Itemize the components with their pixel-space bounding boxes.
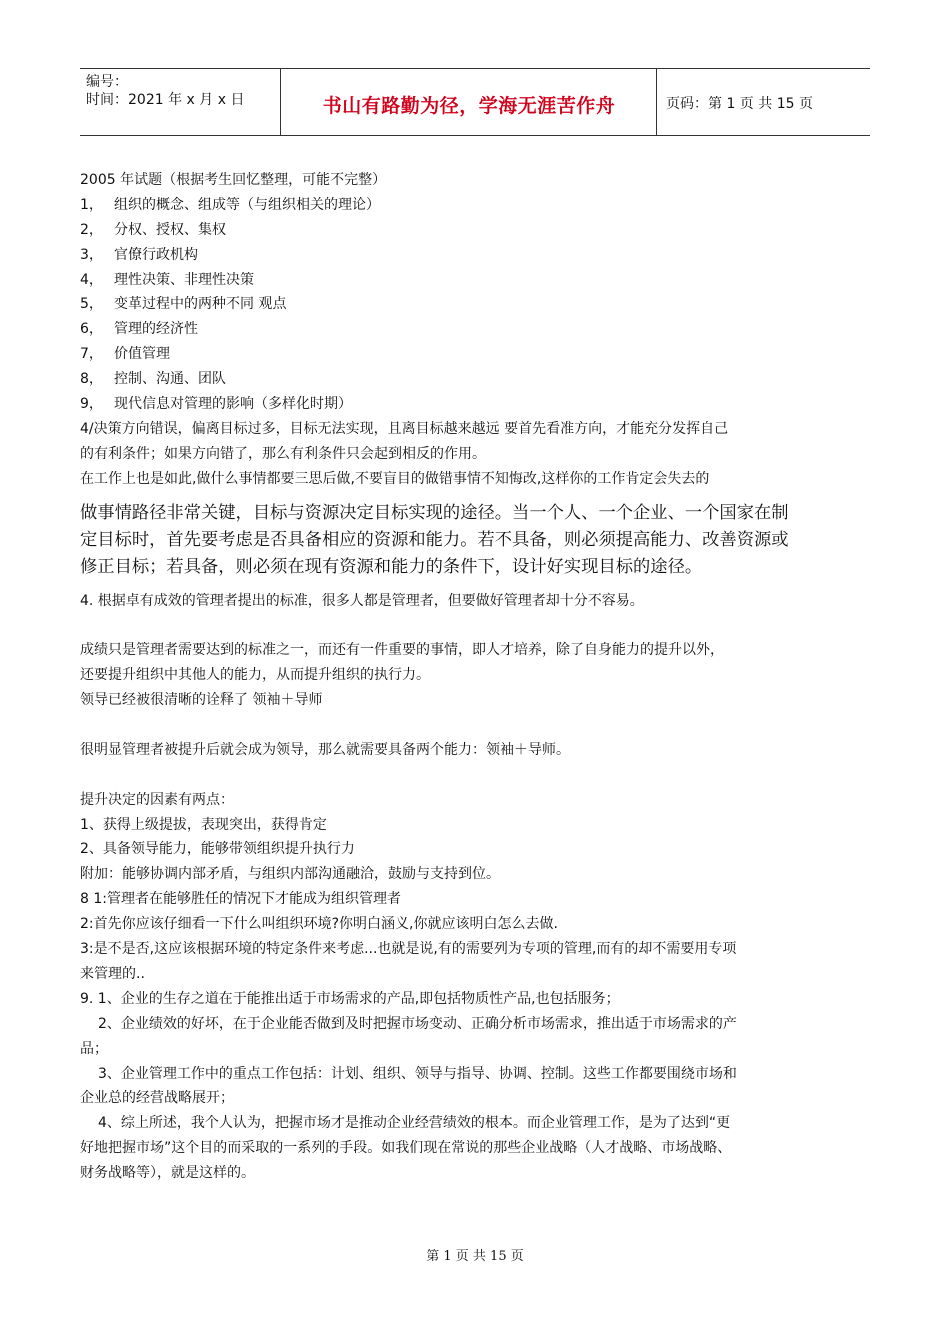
spacer <box>80 763 870 788</box>
header-number: 编号： <box>86 74 128 90</box>
list-item: 7， 价值管理 <box>80 346 170 363</box>
header-divider <box>280 69 281 135</box>
page-footer: 第 1 页 共 15 页 <box>426 1249 524 1264</box>
paragraph-line: 领导已经被很清晰的诠释了 领袖＋导师 <box>80 692 323 709</box>
list-item: 8， 控制、沟通、团队 <box>80 371 226 388</box>
emphasis-line: 做事情路径非常关键，目标与资源决定目标实现的途径。当一个人、一个企业、一个国家在制 <box>80 502 789 523</box>
document-body <box>80 168 870 1186</box>
paragraph-line: 3:是不是否,这应该根据环境的特定条件来考虑...也就是说,有的需要列为专项的管理,而有的却不需要用专项 <box>80 941 737 958</box>
spacer <box>80 713 870 738</box>
spacer <box>80 613 870 638</box>
paragraph-line: 来管理的.. <box>80 965 145 982</box>
header-divider <box>656 69 657 135</box>
paragraph-line: 的有利条件；如果方向错了，那么有利条件只会起到相反的作用。 <box>80 445 486 462</box>
paragraph-line: 提升决定的因素有两点： <box>80 791 234 808</box>
list-item: 5， 变革过程中的两种不同 观点 <box>80 296 287 313</box>
paragraph-line: 2、企业绩效的好坏，在于企业能否做到及时把握市场变动、正确分析市场需求，推出适于市场需求的产 <box>98 1015 737 1032</box>
paragraph-line: 还要提升组织中其他人的能力，从而提升组织的执行力。 <box>80 667 430 684</box>
page-header <box>80 68 870 136</box>
emphasis-line: 定目标时，首先要考虑是否具备相应的资源和能力。若不具备，则必须提高能力、改善资源或 <box>80 529 789 550</box>
list-item: 3， 官僚行政机构 <box>80 246 198 263</box>
paragraph-line: 企业总的经营战略展开； <box>80 1090 234 1107</box>
paragraph-line: 9. 1、企业的生存之道在于能推出适于市场需求的产品,即包括物质性产品,也包括服务； <box>80 990 620 1007</box>
paragraph-line: 品； <box>80 1040 108 1057</box>
paragraph-line: 在工作上也是如此,做什么事情都要三思后做,不要盲目的做错事情不知悔改,这样你的工作肯定会失去的 <box>80 470 710 487</box>
question-4: 4. 根据卓有成效的管理者提出的标准，很多人都是管理者，但要做好管理者却十分不容易。 <box>80 592 644 609</box>
emphasis-line: 修正目标；若具备，则必须在现有资源和能力的条件下，设计好实现目标的途径。 <box>80 556 703 577</box>
list-item: 9， 现代信息对管理的影响（多样化时期） <box>80 396 352 413</box>
paragraph-line: 成绩只是管理者需要达到的标准之一，而还有一件重要的事情，即人才培养，除了自身能力的提升以外， <box>80 642 724 659</box>
topic-list <box>80 193 870 417</box>
list-item: 1， 组织的概念、组成等（与组织相关的理论） <box>80 196 380 213</box>
list-item: 4， 理性决策、非理性决策 <box>80 271 254 288</box>
paragraph-line: 1、获得上级提拔，表现突出，获得肯定 <box>80 816 327 833</box>
spacer <box>80 492 870 500</box>
header-motto: 书山有路勤为径，学海无涯苦作舟 <box>322 95 616 117</box>
paragraph-line: 3、企业管理工作中的重点工作包括：计划、组织、领导与指导、协调、控制。这些工作都要围绕市场和 <box>98 1065 737 1082</box>
paragraph-line: 很明显管理者被提升后就会成为领导，那么就需要具备两个能力：领袖＋导师。 <box>80 741 570 758</box>
header-meta <box>86 73 244 109</box>
header-time: 时间：2021 年 x 月 x 日 <box>86 92 245 108</box>
paragraph-line: 2、具备领导能力，能够带领组织提升执行力 <box>80 841 355 858</box>
paragraph-line: 8 1:管理者在能够胜任的情况下才能成为组织管理者 <box>80 891 401 908</box>
doc-title: 2005 年试题（根据考生回忆整理，可能不完整） <box>80 172 387 188</box>
paragraph-line: 4/决策方向错误，偏离目标过多，目标无法实现，且离目标越来越远 要首先看准方向，才能充分发挥自己 <box>80 420 729 437</box>
spacer <box>80 581 870 589</box>
list-item: 6， 管理的经济性 <box>80 321 198 338</box>
paragraph-line: 2:首先你应该仔细看一下什么叫组织环境?你明白涵义,你就应该明白怎么去做. <box>80 916 558 933</box>
paragraph-line: 好地把握市场”这个目的而采取的一系列的手段。如我们现在常说的那些企业战略（人才战略、市场战略、 <box>80 1140 732 1157</box>
paragraph-line: 财务战略等），就是这样的。 <box>80 1165 255 1182</box>
paragraph-line: 附加：能够协调内部矛盾，与组织内部沟通融洽，鼓励与支持到位。 <box>80 866 500 883</box>
list-item: 2， 分权、授权、集权 <box>80 221 226 238</box>
header-page-number: 页码：第 1 页 共 15 页 <box>666 96 813 112</box>
paragraph-line: 4、综上所述，我个人认为，把握市场才是推动企业经营绩效的根本。而企业管理工作，是为了达到“更 <box>98 1115 731 1132</box>
